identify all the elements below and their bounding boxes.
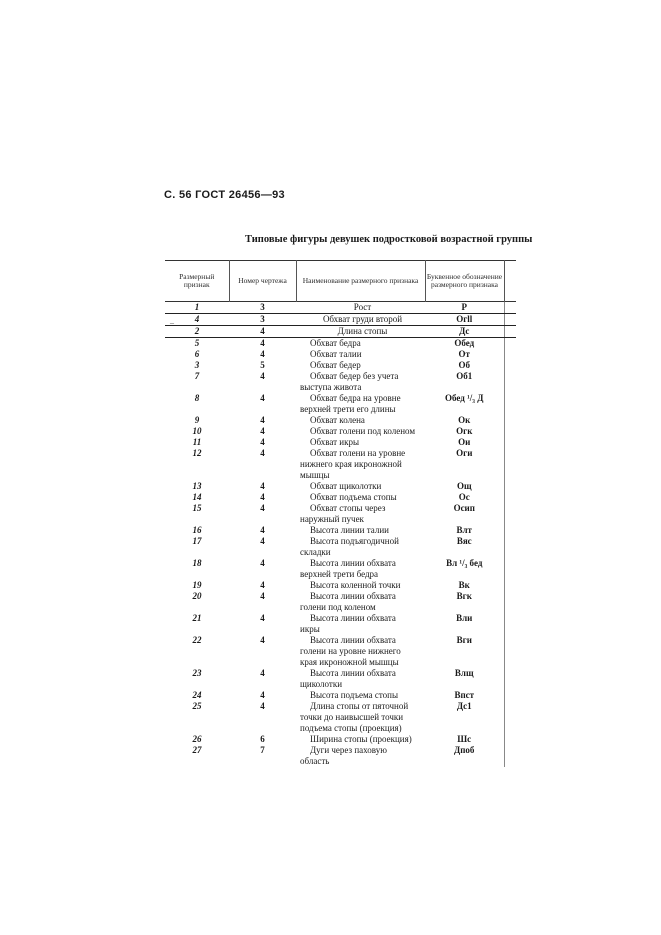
- table-row: [165, 734, 516, 745]
- feature-name: [296, 437, 425, 448]
- row-number: 26: [192, 734, 202, 744]
- feature-code: Дпоб: [454, 745, 475, 755]
- feature-name-line: Высота линии обхвата: [310, 668, 396, 678]
- feature-name: [296, 481, 425, 492]
- row-number: 5: [194, 338, 200, 348]
- blank-cell: [504, 371, 516, 393]
- blank-cell: [504, 635, 516, 668]
- drawing-number: 4: [260, 580, 265, 590]
- feature-name-line: Обхват голени под коленом: [310, 426, 416, 436]
- feature-name-line: верхней трети его длины: [300, 404, 396, 414]
- row-number: 27: [192, 745, 202, 755]
- feature-name: [296, 690, 425, 701]
- feature-name-line: Обхват голени на уровне: [310, 448, 406, 458]
- table-row: [165, 613, 516, 635]
- table-row: [165, 558, 516, 580]
- row-number: 3: [194, 360, 200, 370]
- blank-cell: [504, 580, 516, 591]
- drawing-number: 4: [260, 668, 265, 678]
- blank-cell: [504, 536, 516, 558]
- drawing-number: 4: [260, 690, 265, 700]
- drawing-number: 4: [260, 591, 265, 601]
- feature-name: [296, 536, 425, 558]
- table-row: [165, 481, 516, 492]
- col-header-blank: [504, 261, 516, 302]
- scan-mark: –: [170, 318, 174, 327]
- feature-name-line: Обхват бедер без учета: [310, 371, 399, 381]
- feature-name-line: область: [300, 756, 330, 766]
- drawing-number: 5: [260, 360, 265, 370]
- feature-name: [296, 525, 425, 536]
- row-number: 6: [194, 349, 200, 359]
- feature-name: [296, 415, 425, 426]
- table-row: [165, 668, 516, 690]
- feature-name-line: верхней трети бедра: [300, 569, 379, 579]
- blank-cell: [504, 613, 516, 635]
- feature-name: [296, 492, 425, 503]
- row-number: 9: [194, 415, 200, 425]
- feature-code: Дс: [425, 326, 504, 338]
- row-number: 18: [192, 558, 202, 568]
- feature-name: [296, 349, 425, 360]
- feature-name-line: Высота линии обхвата: [310, 558, 396, 568]
- table-row: [165, 360, 516, 371]
- blank-cell: [504, 426, 516, 437]
- feature-name: [296, 701, 425, 734]
- row-number: 10: [192, 426, 202, 436]
- col-header-drawing: Номер чертежа: [229, 261, 296, 302]
- feature-name: [296, 580, 425, 591]
- drawing-number: 4: [260, 492, 265, 502]
- blank-cell: [504, 492, 516, 503]
- blank-cell: [504, 668, 516, 690]
- feature-code: Огк: [456, 426, 473, 436]
- feature-code: Об: [458, 360, 470, 370]
- feature-name-line: Обхват стопы через: [310, 503, 386, 513]
- feature-code: Ок: [458, 415, 471, 425]
- row-number: 4: [165, 314, 229, 326]
- blank-cell: [504, 525, 516, 536]
- blank-cell: [504, 326, 516, 338]
- feature-name: [296, 668, 425, 690]
- blank-cell: [504, 415, 516, 426]
- feature-name-line: наружный пучек: [300, 514, 364, 524]
- feature-code: Влщ: [454, 668, 474, 678]
- table-row: [165, 437, 516, 448]
- table-header-row: [165, 261, 516, 302]
- row-number: 12: [192, 448, 202, 458]
- feature-name-line: Обхват бедра: [310, 338, 361, 348]
- feature-code: Оги: [456, 448, 473, 458]
- feature-name: [296, 591, 425, 613]
- table-row: [165, 371, 516, 393]
- row-number: 11: [192, 437, 202, 447]
- row-number: 13: [192, 481, 202, 491]
- feature-code: Шс: [457, 734, 472, 744]
- feature-code: Огll: [425, 314, 504, 326]
- table-row: [165, 591, 516, 613]
- blank-cell: [504, 690, 516, 701]
- feature-name: [296, 393, 425, 415]
- feature-name: [296, 503, 425, 525]
- feature-name: [296, 314, 425, 326]
- col-header-code: Буквенное обозначение размерного признака: [425, 261, 504, 302]
- drawing-number: 4: [260, 415, 265, 425]
- feature-code: Впст: [454, 690, 475, 700]
- feature-code: Ос: [458, 492, 470, 502]
- feature-name-line: Обхват колена: [310, 415, 365, 425]
- dimensions-table: [165, 260, 516, 767]
- row-number: 1: [165, 302, 229, 314]
- feature-code: Вяс: [456, 536, 472, 546]
- feature-name-line: Обхват икры: [310, 437, 360, 447]
- drawing-number: 4: [260, 481, 265, 491]
- feature-name-line: голени под коленом: [300, 602, 376, 612]
- feature-name-line: Высота линии талии: [310, 525, 389, 535]
- row-number: 25: [192, 701, 202, 711]
- feature-name-line: Обхват подъема стопы: [310, 492, 397, 502]
- blank-cell: [504, 437, 516, 448]
- feature-name-line: Дуги через паховую: [310, 745, 387, 755]
- feature-name: [296, 448, 425, 481]
- row-number: 2: [165, 326, 229, 338]
- feature-name-line: края икроножной мышцы: [300, 657, 399, 667]
- feature-name-line: Обхват бедер: [310, 360, 361, 370]
- feature-name-line: точки до наивысшей точки: [300, 712, 404, 722]
- drawing-number: 4: [229, 326, 296, 338]
- feature-name-line: Обхват бедра на уровне: [310, 393, 401, 403]
- feature-name-line: Ширина стопы (проекция): [310, 734, 412, 744]
- feature-name-line: Длина стопы от пяточной: [310, 701, 409, 711]
- table-row: [165, 302, 516, 314]
- feature-code: Ои: [458, 437, 471, 447]
- drawing-number: 4: [260, 536, 265, 546]
- feature-name-line: щиколотки: [300, 679, 343, 689]
- table-row: [165, 393, 516, 415]
- feature-code: Об1: [456, 371, 473, 381]
- feature-name: [296, 734, 425, 745]
- feature-code: Дс1: [456, 701, 472, 711]
- table-row: [165, 745, 516, 767]
- drawing-number: 3: [229, 302, 296, 314]
- feature-name: [296, 745, 425, 767]
- feature-code: От: [458, 349, 470, 359]
- col-header-name: Наименование размерного признака: [296, 261, 425, 302]
- drawing-number: 4: [260, 371, 265, 381]
- row-number: 7: [194, 371, 200, 381]
- drawing-number: 4: [260, 393, 265, 403]
- feature-code: Вги: [456, 635, 472, 645]
- row-number: 19: [192, 580, 202, 590]
- row-number: 15: [192, 503, 202, 513]
- drawing-number: 4: [260, 349, 265, 359]
- table-row: [165, 503, 516, 525]
- table-row: [165, 536, 516, 558]
- feature-name-line: нижнего края икроножной: [300, 459, 402, 469]
- blank-cell: [504, 558, 516, 580]
- feature-name-line: Высота линии обхвата: [310, 613, 396, 623]
- row-number: 22: [192, 635, 202, 645]
- feature-code: Обед ¹/₃ Д: [445, 393, 484, 403]
- table-row: [165, 635, 516, 668]
- feature-name: [296, 613, 425, 635]
- table-row: [165, 492, 516, 503]
- feature-code: Влт: [456, 525, 472, 535]
- feature-code: Вл ¹/₃ бед: [446, 558, 483, 568]
- row-number: 20: [192, 591, 202, 601]
- feature-name: [296, 302, 425, 314]
- feature-name-line: складки: [300, 547, 331, 557]
- blank-cell: [504, 591, 516, 613]
- row-number: 8: [194, 393, 200, 403]
- feature-name: [296, 426, 425, 437]
- feature-name-line: Обхват груди второй: [322, 314, 403, 324]
- drawing-number: 7: [260, 745, 265, 755]
- feature-name: [296, 360, 425, 371]
- blank-cell: [504, 338, 516, 350]
- feature-name: [296, 371, 425, 393]
- drawing-number: 3: [229, 314, 296, 326]
- table-row: [165, 349, 516, 360]
- feature-name: [296, 635, 425, 668]
- feature-code: Осип: [453, 503, 475, 513]
- drawing-number: 4: [260, 448, 265, 458]
- row-number: 14: [192, 492, 202, 502]
- table-body: [165, 302, 516, 768]
- feature-code: Вк: [458, 580, 470, 590]
- blank-cell: [504, 734, 516, 745]
- blank-cell: [504, 503, 516, 525]
- feature-code: Обед: [454, 338, 475, 348]
- drawing-number: 4: [260, 701, 265, 711]
- col-header-feature: Размерный признак: [179, 271, 215, 289]
- table-row: [165, 525, 516, 536]
- page-header: С. 56 ГОСТ 26456—93: [164, 189, 285, 201]
- table-row: [165, 448, 516, 481]
- feature-code: Ощ: [456, 481, 472, 491]
- blank-cell: [504, 393, 516, 415]
- row-number: 16: [192, 525, 202, 535]
- row-number: 23: [192, 668, 202, 678]
- table-row: [165, 326, 516, 338]
- blank-cell: [504, 314, 516, 326]
- drawing-number: 4: [260, 613, 265, 623]
- blank-cell: [504, 448, 516, 481]
- feature-name-line: Высота линии обхвата: [310, 635, 396, 645]
- table-title: Типовые фигуры девушек подростковой возрастной группы: [245, 234, 533, 245]
- feature-name-line: Длина стопы: [337, 326, 388, 336]
- drawing-number: 6: [260, 734, 265, 744]
- blank-cell: [504, 701, 516, 734]
- feature-name-line: Высота подъема стопы: [310, 690, 399, 700]
- feature-name-line: Обхват талии: [310, 349, 362, 359]
- blank-cell: [504, 481, 516, 492]
- blank-cell: [504, 745, 516, 767]
- drawing-number: 4: [260, 338, 265, 348]
- feature-name-line: Обхват щиколотки: [310, 481, 382, 491]
- feature-name-line: Высота коленной точки: [310, 580, 401, 590]
- drawing-number: 4: [260, 503, 265, 513]
- blank-cell: [504, 302, 516, 314]
- drawing-number: 4: [260, 558, 265, 568]
- table-row: [165, 580, 516, 591]
- table-row: [165, 338, 516, 350]
- table-row: [165, 314, 516, 326]
- blank-cell: [504, 360, 516, 371]
- feature-name-line: Рост: [353, 302, 372, 312]
- table-row: [165, 426, 516, 437]
- feature-name-line: Высота подъягодичной: [310, 536, 399, 546]
- drawing-number: 4: [260, 635, 265, 645]
- row-number: 24: [192, 690, 202, 700]
- drawing-number: 4: [260, 525, 265, 535]
- feature-name-line: Высота линии обхвата: [310, 591, 396, 601]
- blank-cell: [504, 349, 516, 360]
- feature-name: [296, 326, 425, 338]
- row-number: 17: [192, 536, 202, 546]
- feature-name-line: мышцы: [300, 470, 330, 480]
- table-row: [165, 415, 516, 426]
- feature-name: [296, 558, 425, 580]
- row-number: 21: [192, 613, 202, 623]
- table-row: [165, 690, 516, 701]
- feature-code: Вли: [456, 613, 473, 623]
- feature-name: [296, 338, 425, 350]
- feature-code: Вгк: [456, 591, 472, 601]
- feature-name-line: выступа живота: [300, 382, 362, 392]
- feature-name-line: икры: [300, 624, 320, 634]
- feature-code: Р: [425, 302, 504, 314]
- feature-name-line: голени на уровне нижнего: [300, 646, 401, 656]
- feature-name-line: подъема стопы (проекция): [300, 723, 402, 733]
- table-row: [165, 701, 516, 734]
- drawing-number: 4: [260, 426, 265, 436]
- drawing-number: 4: [260, 437, 265, 447]
